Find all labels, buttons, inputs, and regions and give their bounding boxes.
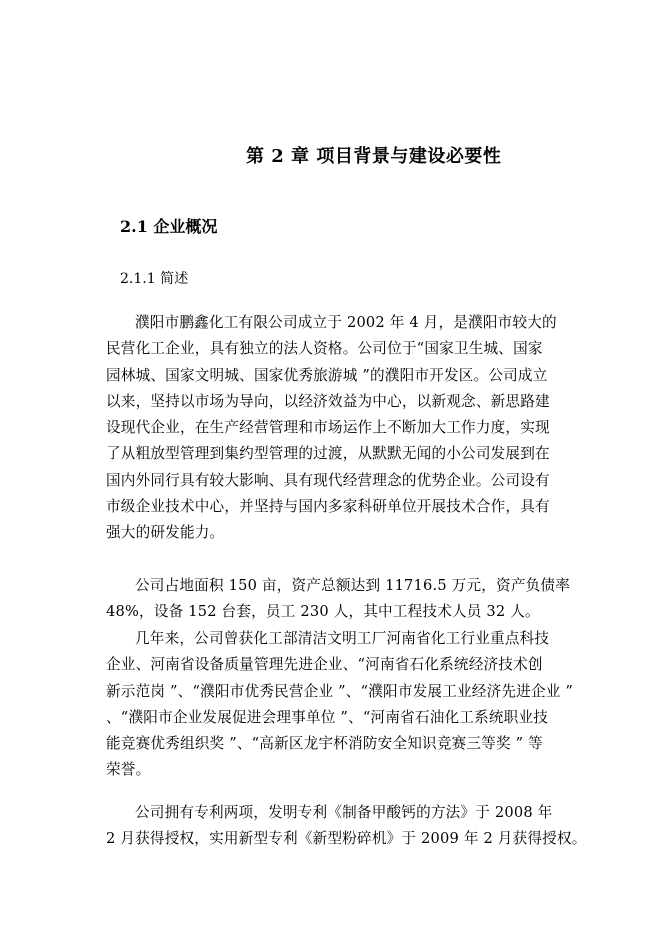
paragraph-line: 新示范岗 ”、“濮阳市优秀民营企业 ”、“濮阳市发展工业经济先进企业 ” (106, 682, 574, 700)
paragraph-company-patents (106, 800, 586, 853)
paragraph-line: 民营化工企业，具有独立的法人资格。公司位于“国家卫生城、国家 (106, 340, 543, 358)
subsection-title: 2.1.1 简述 (120, 271, 189, 287)
paragraph-line: 强大的研发能力。 (106, 524, 225, 542)
paragraph-line: 几年来，公司曾获化工部清洁文明工厂河南省化工行业重点科技 (135, 630, 550, 647)
paragraph-line: 荣誉。 (106, 761, 151, 779)
paragraph-line: 濮阳市鹏鑫化工有限公司成立于 2002 年 4 月，是濮阳市较大的 (135, 314, 557, 331)
paragraph-line: 公司占地面积 150 亩，资产总额达到 11716.5 万元，资产负债率 (135, 577, 571, 594)
paragraph-line: 了从粗放型管理到集约型管理的过渡，从默默无闻的小公司发展到在 (106, 445, 550, 463)
paragraph-line: 2 月获得授权，实用新型专利《新型粉碎机》于 2009 年 2 月获得授权。 (106, 830, 587, 848)
paragraph-line: 企业、河南省设备质量管理先进企业、“河南省石化系统经济技术创 (106, 656, 543, 674)
paragraph-line: 市级企业技术中心，并坚持与国内多家科研单位开展技术合作，具有 (106, 498, 550, 516)
paragraph-line: 国内外同行具有较大影响、具有现代经营理念的优势企业。公司设有 (106, 471, 550, 489)
paragraph-line: 设现代企业，在生产经营管理和市场运作上不断加大工作力度，实现 (106, 419, 550, 437)
paragraph-line: 公司拥有专利两项，发明专利《制备甲酸钙的方法》于 2008 年 (135, 804, 553, 821)
paragraph-line: 、“濮阳市企业发展促进会理事单位 ”、“河南省石油化工系统职业技 (106, 708, 549, 726)
chapter-title: 第 2 章 项目背景与建设必要性 (246, 146, 502, 167)
paragraph-company-intro (106, 310, 586, 547)
paragraph-line: 园林城、国家文明城、国家优秀旅游城 ”的濮阳市开发区。公司成立 (106, 366, 548, 384)
paragraph-line: 48%，设备 152 台套，员工 230 人，其中工程技术人员 32 人。 (106, 603, 540, 621)
paragraph-company-honors (106, 626, 586, 784)
paragraph-company-assets (106, 573, 586, 626)
paragraph-line: 能竞赛优秀组织奖 ”、“高新区龙宇杯消防安全知识竞赛三等奖 ” 等 (106, 735, 543, 753)
section-title: 2.1 企业概况 (120, 217, 218, 236)
paragraph-line: 以来，坚持以市场为导向，以经济效益为中心，以新观念、新思路建 (106, 392, 550, 410)
